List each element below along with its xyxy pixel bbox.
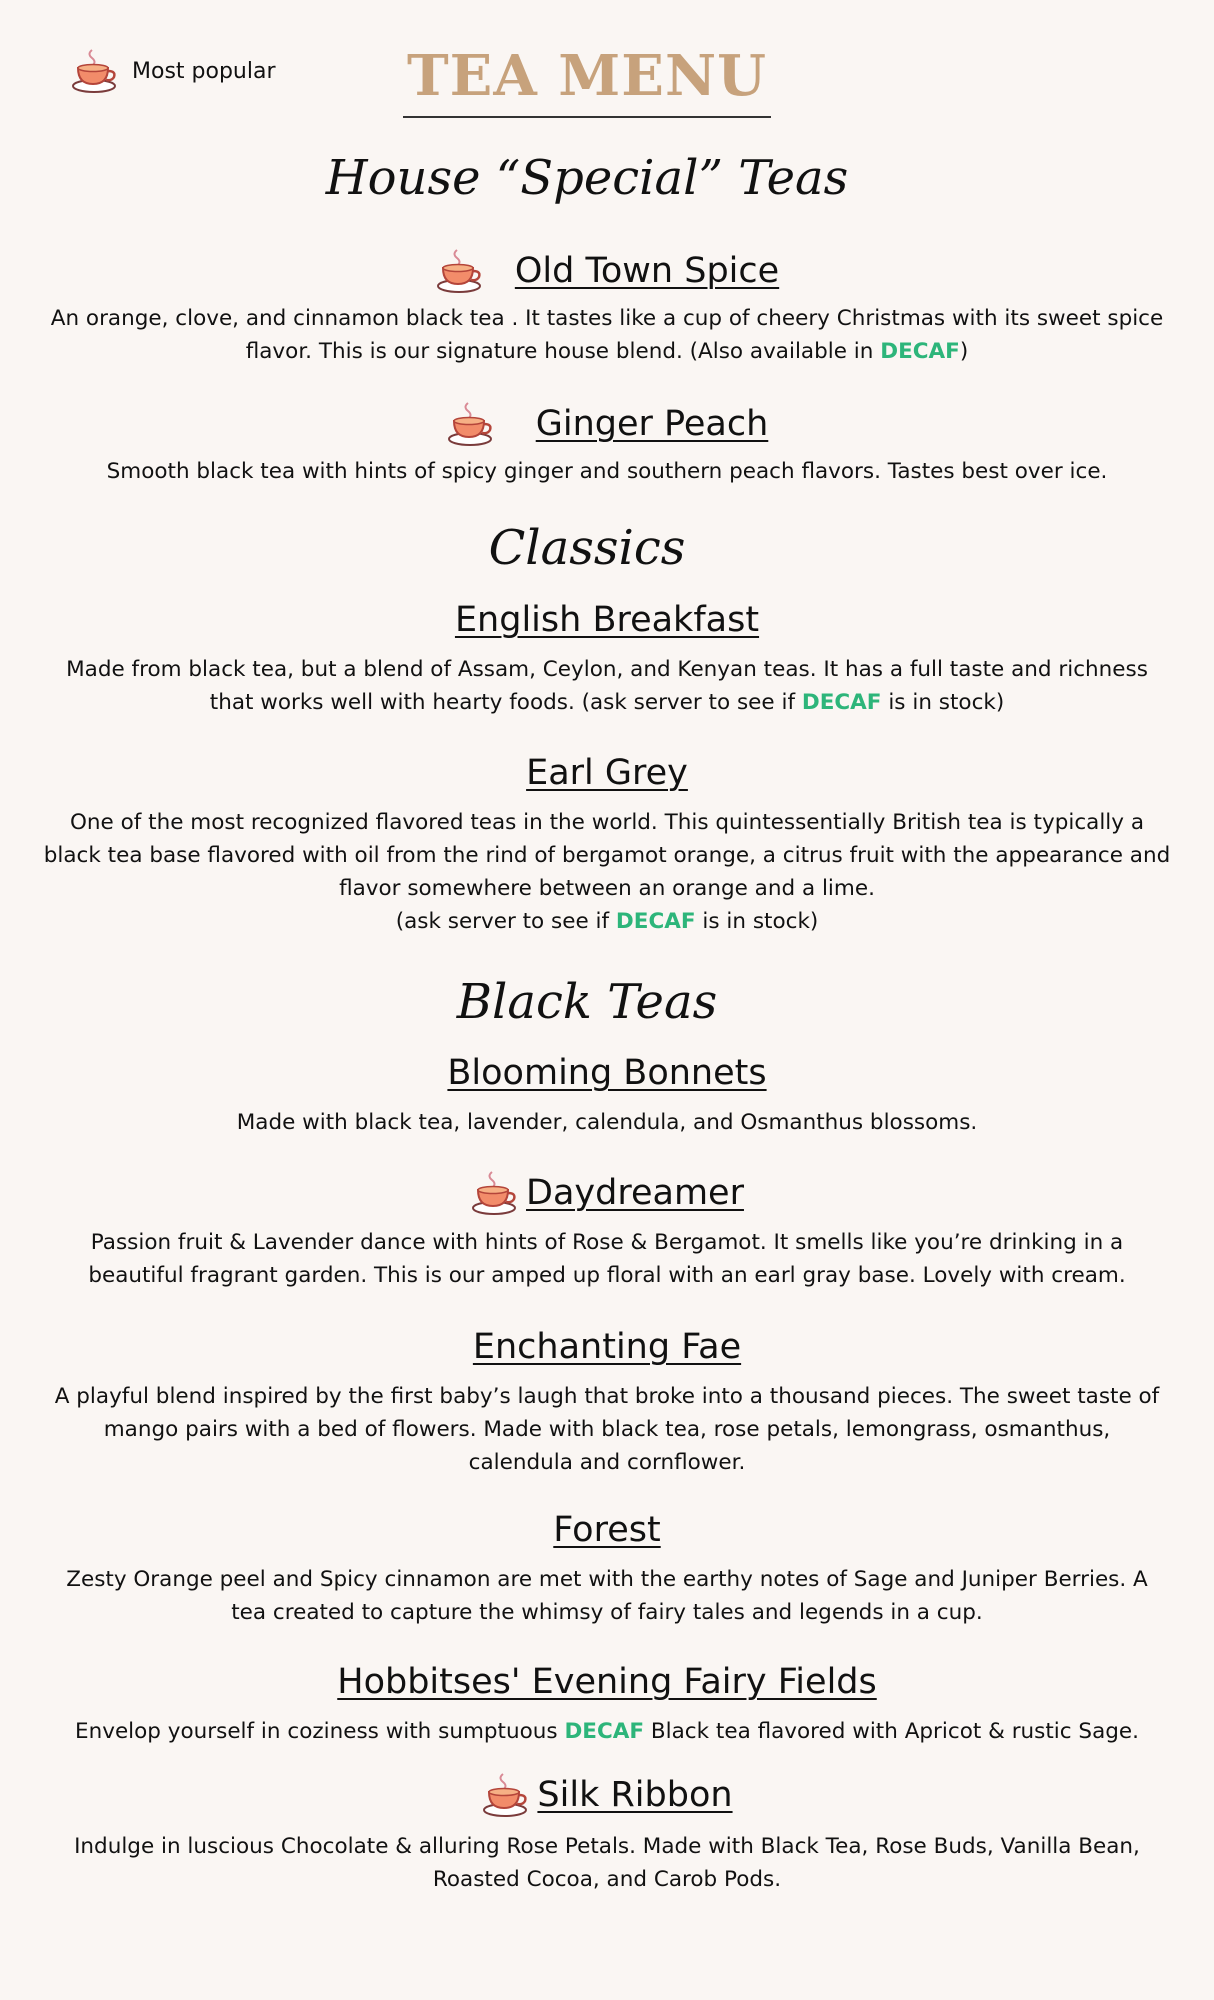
item-title: Old Town Spice [514, 251, 780, 291]
item-english-breakfast [0, 600, 1214, 640]
item-title: Daydreamer [526, 1173, 744, 1213]
decaf-label: DECAF [615, 909, 696, 934]
item-old-town-spice [0, 246, 1214, 296]
item-title: English Breakfast [454, 600, 760, 640]
section-black-teas: Black Teas [456, 974, 718, 1030]
item-description: A playful blend inspired by the first baby’s laugh that broke into a thousand pieces. The sweet taste of mango pairs with a bed of flowers. Made with black tea, rose petals, lemongrass, osmanthus, calendula and cornflower. [54, 1384, 1160, 1475]
item-title: Ginger Peach [535, 404, 769, 444]
section-classics: Classics [488, 520, 686, 576]
item-description: Passion fruit & Lavender dance with hints of Rose & Bergamot. It smells like you’re drinking in a beautiful fragrant garden. This is our amped up floral with an earl gray base. Lovely with cream. [88, 1230, 1126, 1288]
decaf-label: DECAF [564, 1719, 645, 1744]
item-earl-grey [0, 753, 1214, 793]
legend-label: Most popular [132, 58, 276, 84]
item-daydreamer [0, 1168, 1214, 1218]
item-description: Made from black tea, but a blend of Assam, Ceylon, and Kenyan teas. It has a full taste and richness that works well with hearty foods. (ask server to see if DECAF is in stock) [66, 657, 1148, 715]
item-description: One of the most recognized flavored teas in the world. This quintessentially British tea is typically a black tea base flavored with oil from the rind of bergamot orange, a citrus fruit with the appearance and flavor somewhere between an orange and a lime. (ask server to see if DECAF is in stock) [43, 810, 1171, 934]
item-description: Envelop yourself in coziness with sumptuous DECAF Black tea flavored with Apricot & rustic Sage. [75, 1719, 1139, 1744]
item-title: Silk Ribbon [537, 1775, 733, 1815]
item-enchanting-fae [0, 1327, 1214, 1367]
item-title: Earl Grey [526, 753, 688, 793]
item-title: Hobbitses' Evening Fairy Fields [337, 1662, 877, 1702]
item-title: Enchanting Fae [472, 1327, 742, 1367]
decaf-label: DECAF [880, 339, 960, 364]
item-hobbitses-evening-fairy-fields [0, 1662, 1214, 1702]
teacup-icon [435, 246, 485, 296]
item-description: Indulge in luscious Chocolate & alluring Rose Petals. Made with Black Tea, Rose Buds, Vanilla Bean, Roasted Cocoa, and Carob Pods. [74, 1834, 1140, 1892]
item-description: Smooth black tea with hints of spicy ginger and southern peach flavors. Tastes best over ice. [106, 459, 1108, 484]
teacup-icon [470, 1168, 520, 1218]
item-description: Made with black tea, lavender, calendula, and Osmanthus blossoms. [236, 1110, 978, 1135]
item-ginger-peach [0, 399, 1214, 449]
item-forest [0, 1510, 1214, 1550]
item-description: An orange, clove, and cinnamon black tea . It tastes like a cup of cheery Christmas with its sweet spice flavor. This is our signature house blend. (Also available in DECAF) [50, 306, 1164, 364]
teacup-icon [446, 399, 496, 449]
item-title: Forest [553, 1510, 661, 1550]
item-blooming-bonnets [0, 1053, 1214, 1093]
item-title: Blooming Bonnets [447, 1053, 767, 1093]
teacup-icon [481, 1770, 531, 1820]
decaf-label: DECAF [801, 690, 882, 715]
item-description: Zesty Orange peel and Spicy cinnamon are met with the earthy notes of Sage and Juniper Berries. A tea created to capture the whimsy of fairy tales and legends in a cup. [66, 1567, 1148, 1625]
item-silk-ribbon [0, 1770, 1214, 1820]
page-title: TEA MENU [403, 48, 771, 118]
section-house-special: House “Special” Teas [325, 150, 849, 206]
